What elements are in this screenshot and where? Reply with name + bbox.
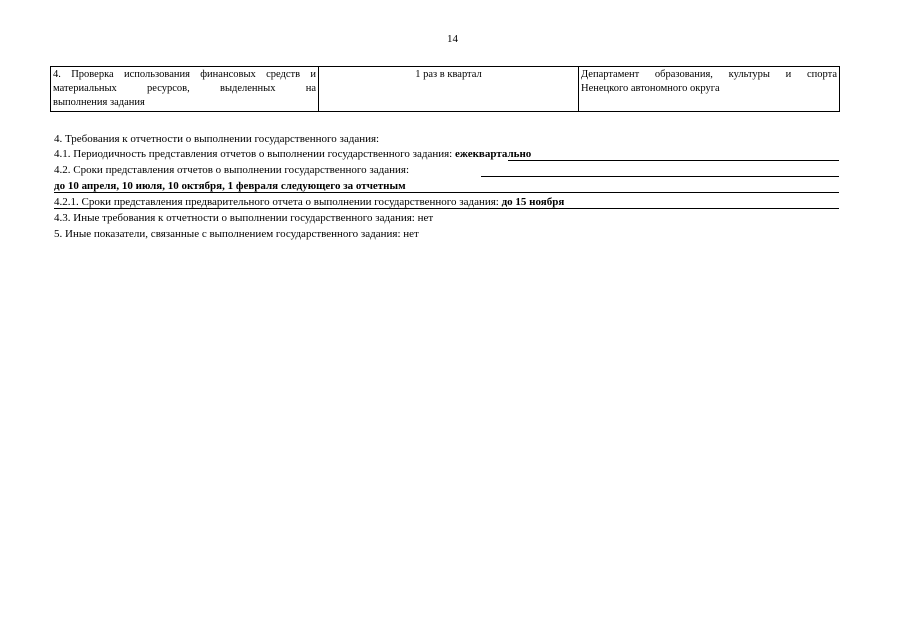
fill-line bbox=[54, 192, 839, 193]
periodicity-label: 4.1. Периодичность представления отчетов о выполнении государственного задания: bbox=[54, 148, 453, 160]
frequency-cell: 1 раз в квартал bbox=[319, 67, 579, 112]
periodicity-line bbox=[54, 147, 531, 161]
table-row bbox=[51, 67, 840, 112]
responsible-cell bbox=[579, 67, 840, 112]
responsible-line: Ненецкого автономного округа bbox=[581, 83, 720, 94]
preliminary-line bbox=[54, 195, 564, 209]
preliminary-label: 4.2.1. Сроки представления предварительного отчета о выполнении государственного задания: bbox=[54, 196, 499, 208]
page-number: 14 bbox=[447, 33, 458, 45]
activity-cell bbox=[51, 67, 319, 112]
responsible-line: Департамент образования, культуры и спорта bbox=[581, 69, 837, 80]
activity-line: 4. Проверка использования финансовых средств и bbox=[53, 69, 316, 80]
control-table bbox=[50, 66, 840, 112]
fill-line bbox=[54, 208, 839, 209]
deadlines-label: 4.2. Сроки представления отчетов о выполнении государственного задания: bbox=[54, 164, 410, 176]
preliminary-value: до 15 ноября bbox=[501, 196, 565, 208]
fill-line bbox=[508, 160, 839, 161]
activity-line: выполнения задания bbox=[53, 97, 145, 108]
fill-line bbox=[481, 176, 839, 177]
other-indicators: 5. Иные показатели, связанные с выполнением государственного задания: нет bbox=[54, 228, 419, 240]
other-requirements: 4.3. Иные требования к отчетности о выполнении государственного задания: нет bbox=[54, 212, 434, 224]
requirements-heading: 4. Требования к отчетности о выполнении государственного задания: bbox=[54, 133, 380, 145]
activity-line: материальных ресурсов, выделенных на bbox=[53, 83, 316, 94]
periodicity-value: ежеквартально bbox=[454, 148, 532, 160]
deadlines-value: до 10 апреля, 10 июля, 10 октября, 1 февраля следующего за отчетным bbox=[54, 180, 406, 192]
